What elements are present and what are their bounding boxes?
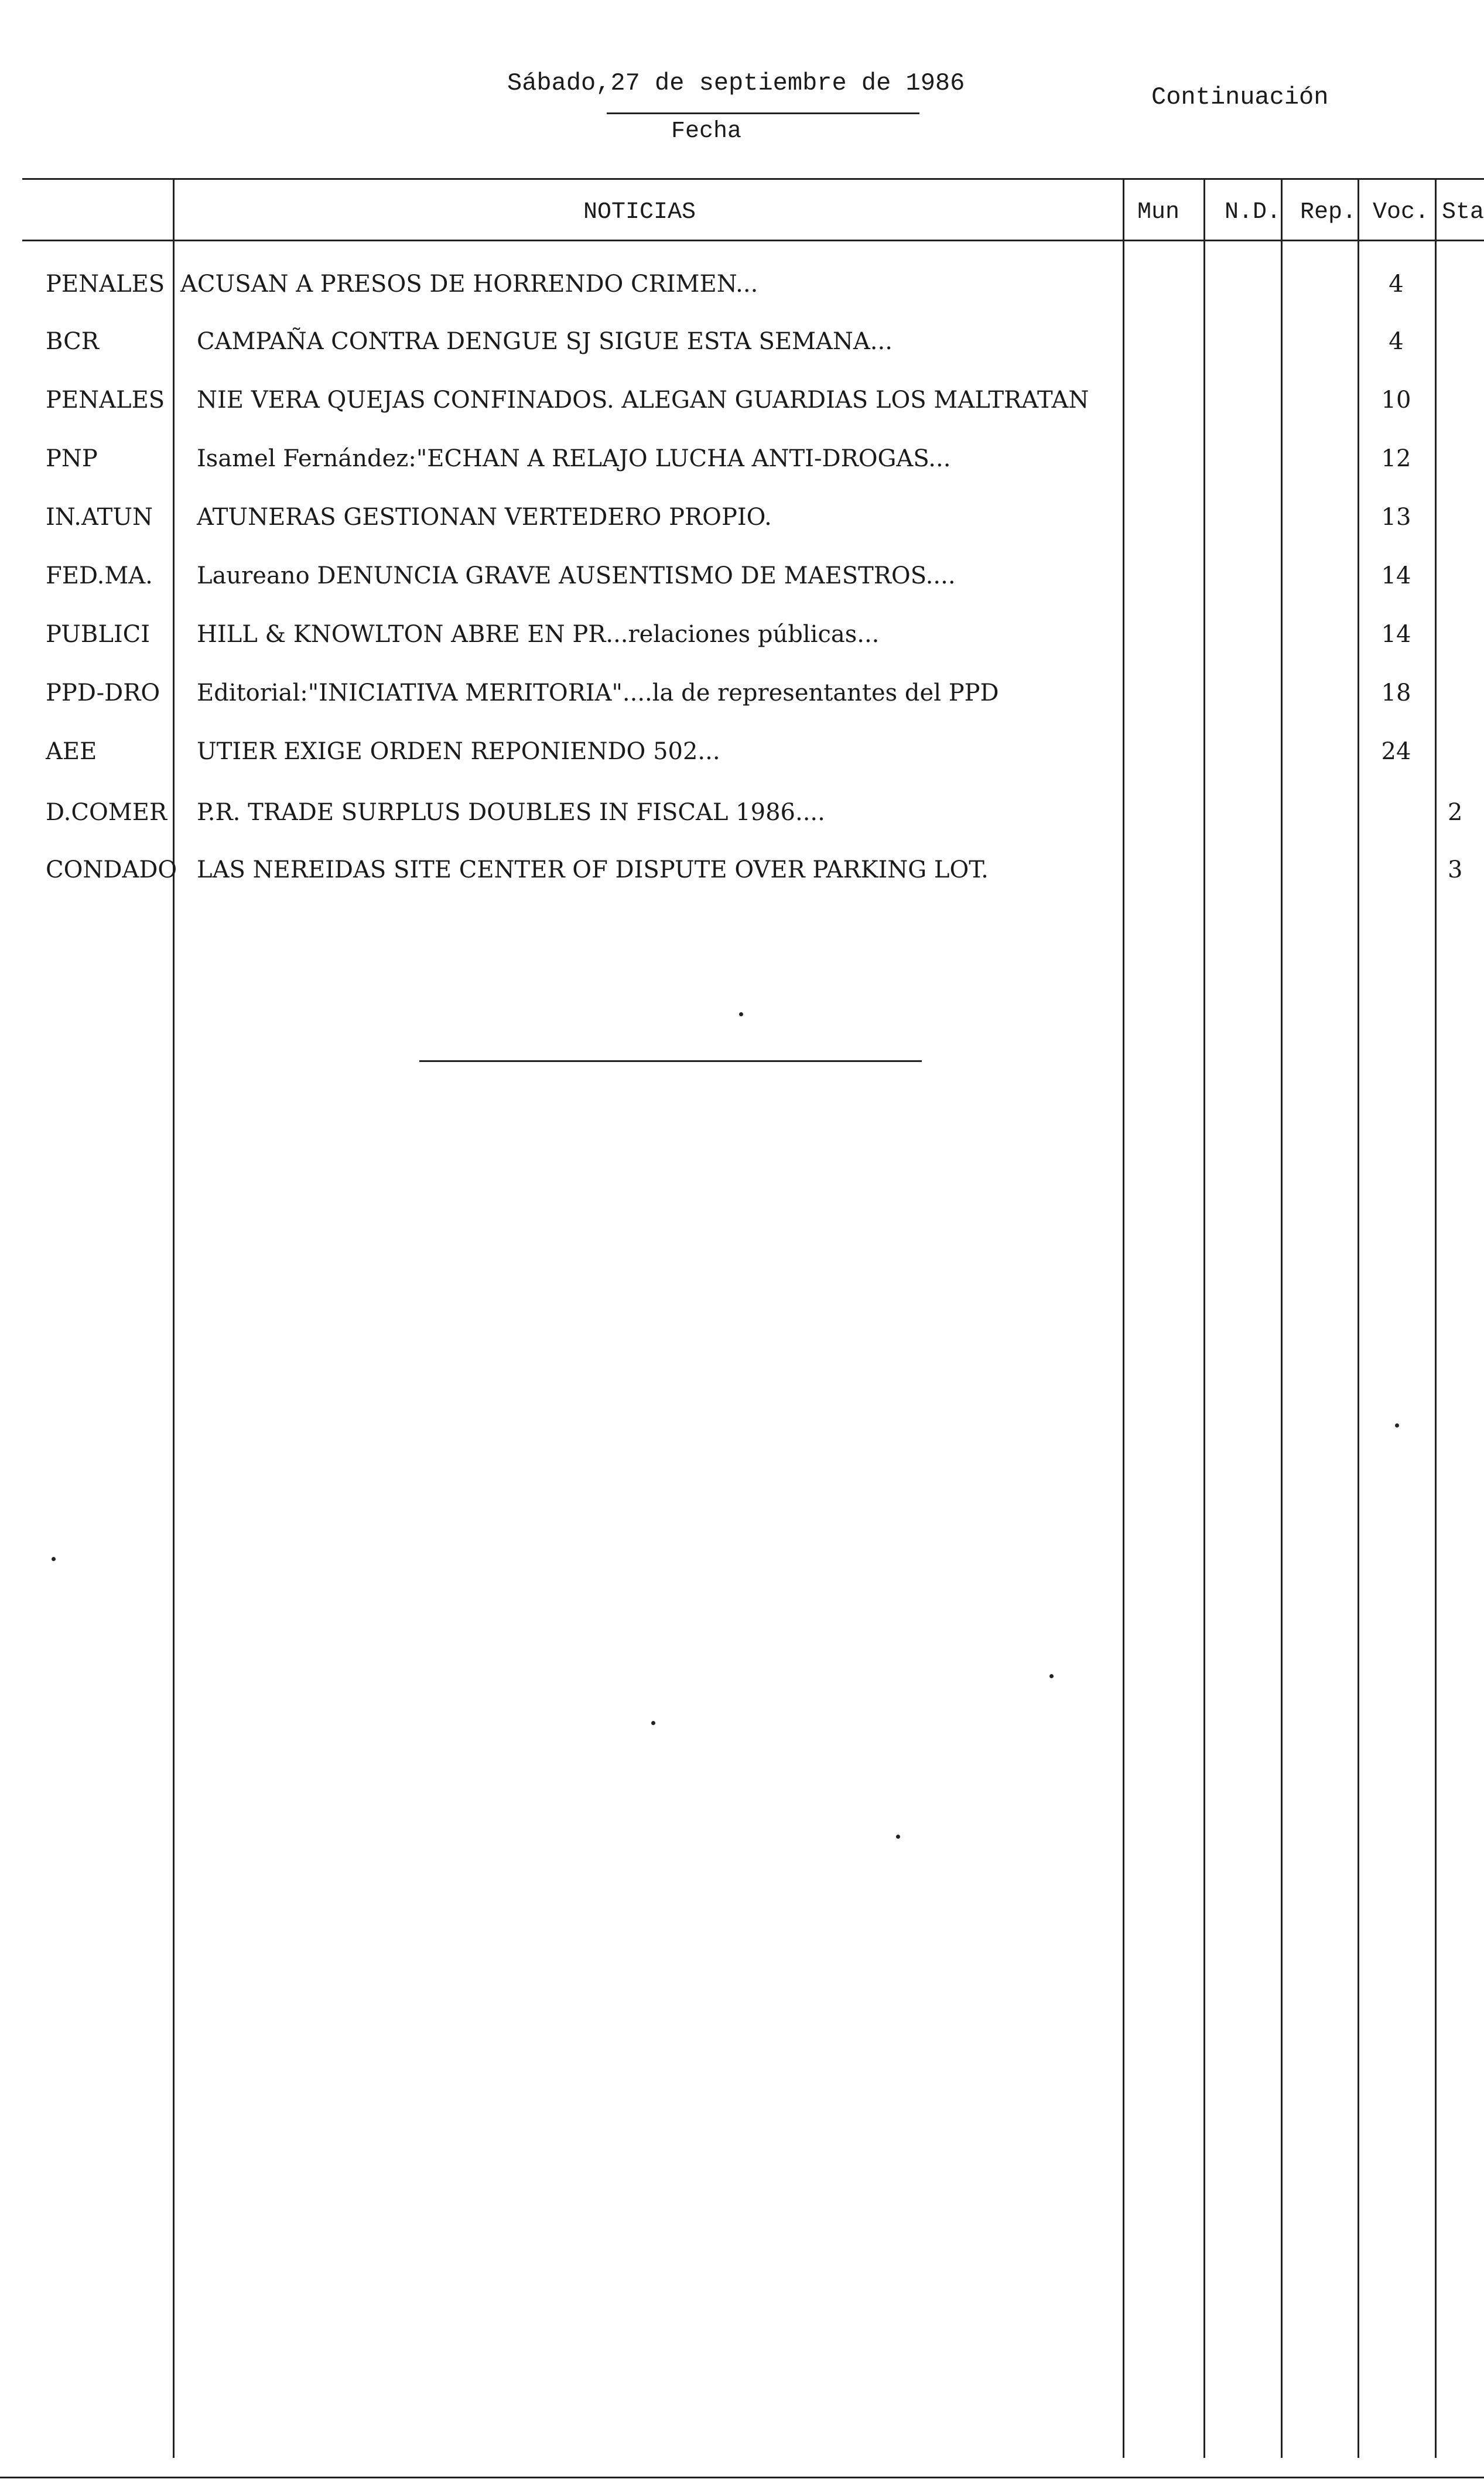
row-section: PENALES	[46, 387, 165, 414]
end-of-list-rule	[419, 1060, 922, 1062]
table-row	[0, 328, 1484, 363]
scan-speck	[651, 1721, 655, 1725]
column-header-sta: Sta	[1442, 199, 1484, 226]
column-header-rep: Rep.	[1300, 199, 1357, 226]
column-header-voc: Voc.	[1373, 199, 1430, 226]
table-row	[0, 621, 1484, 656]
row-sta-page: 2	[1448, 799, 1463, 826]
row-section: FED.MA.	[46, 562, 153, 589]
row-sta-page: 3	[1448, 856, 1463, 883]
row-headline: ATUNERAS GESTIONAN VERTEDERO PROPIO.	[197, 504, 772, 531]
row-voc-page: 14	[1381, 621, 1411, 648]
row-section: PNP	[46, 445, 98, 472]
date-underline	[607, 112, 919, 114]
scan-speck	[52, 1557, 56, 1561]
row-voc-page: 10	[1381, 387, 1411, 414]
row-headline: CAMPAÑA CONTRA DENGUE SJ SIGUE ESTA SEMANA...	[197, 328, 893, 355]
row-voc-page: 13	[1381, 504, 1411, 531]
row-headline: ACUSAN A PRESOS DE HORRENDO CRIMEN...	[180, 271, 758, 298]
table-row	[0, 679, 1484, 715]
table-row	[0, 856, 1484, 892]
table-row	[0, 271, 1484, 306]
row-headline: HILL & KNOWLTON ABRE EN PR...relaciones públicas...	[197, 621, 880, 648]
table-row	[0, 504, 1484, 539]
row-voc-page: 24	[1381, 738, 1411, 765]
table-top-rule	[22, 178, 1484, 180]
column-header-noticias: NOTICIAS	[583, 199, 696, 226]
table-row	[0, 445, 1484, 480]
row-headline: Laureano DENUNCIA GRAVE AUSENTISMO DE MAESTROS....	[197, 562, 956, 589]
row-section: IN.ATUN	[46, 504, 153, 531]
row-voc-page: 18	[1381, 679, 1411, 706]
date-caption: Fecha	[671, 118, 742, 145]
table-row	[0, 799, 1484, 834]
row-headline: LAS NEREIDAS SITE CENTER OF DISPUTE OVER PARKING LOT.	[197, 856, 989, 883]
row-headline: P.R. TRADE SURPLUS DOUBLES IN FISCAL 1986....	[197, 799, 825, 826]
row-headline: Isamel Fernández:"ECHAN A RELAJO LUCHA ANTI-DROGAS...	[197, 445, 951, 472]
scan-speck	[1049, 1674, 1054, 1678]
row-headline: Editorial:"INICIATIVA MERITORIA"....la de representantes del PPD	[197, 679, 999, 706]
row-section: PPD-DRO	[46, 679, 160, 706]
row-voc-page: 14	[1381, 562, 1411, 589]
scan-speck	[896, 1835, 900, 1839]
row-headline: UTIER EXIGE ORDEN REPONIENDO 502...	[197, 738, 720, 765]
row-headline: NIE VERA QUEJAS CONFINADOS. ALEGAN GUARDIAS LOS MALTRATAN	[197, 387, 1089, 414]
row-section: PUBLICI	[46, 621, 151, 648]
table-row	[0, 562, 1484, 597]
row-section: CONDADO	[46, 856, 177, 883]
column-header-mun: Mun	[1137, 199, 1180, 226]
row-section: PENALES	[46, 271, 165, 298]
row-voc-page: 4	[1389, 328, 1404, 355]
page-bottom-rule	[0, 2477, 1484, 2478]
column-header-nd: N.D.	[1225, 199, 1281, 226]
continuation-label: Continuación	[1151, 83, 1329, 111]
scan-speck	[739, 1012, 743, 1016]
row-section: BCR	[46, 328, 99, 355]
row-section: AEE	[46, 738, 97, 765]
table-header-rule	[22, 240, 1484, 241]
row-section: D.COMER	[46, 799, 167, 826]
scan-speck	[1395, 1423, 1399, 1428]
date-text: Sábado,27 de septiembre de 1986	[507, 69, 965, 97]
table-row	[0, 738, 1484, 773]
row-voc-page: 4	[1389, 271, 1404, 298]
row-voc-page: 12	[1381, 445, 1411, 472]
table-row	[0, 387, 1484, 422]
